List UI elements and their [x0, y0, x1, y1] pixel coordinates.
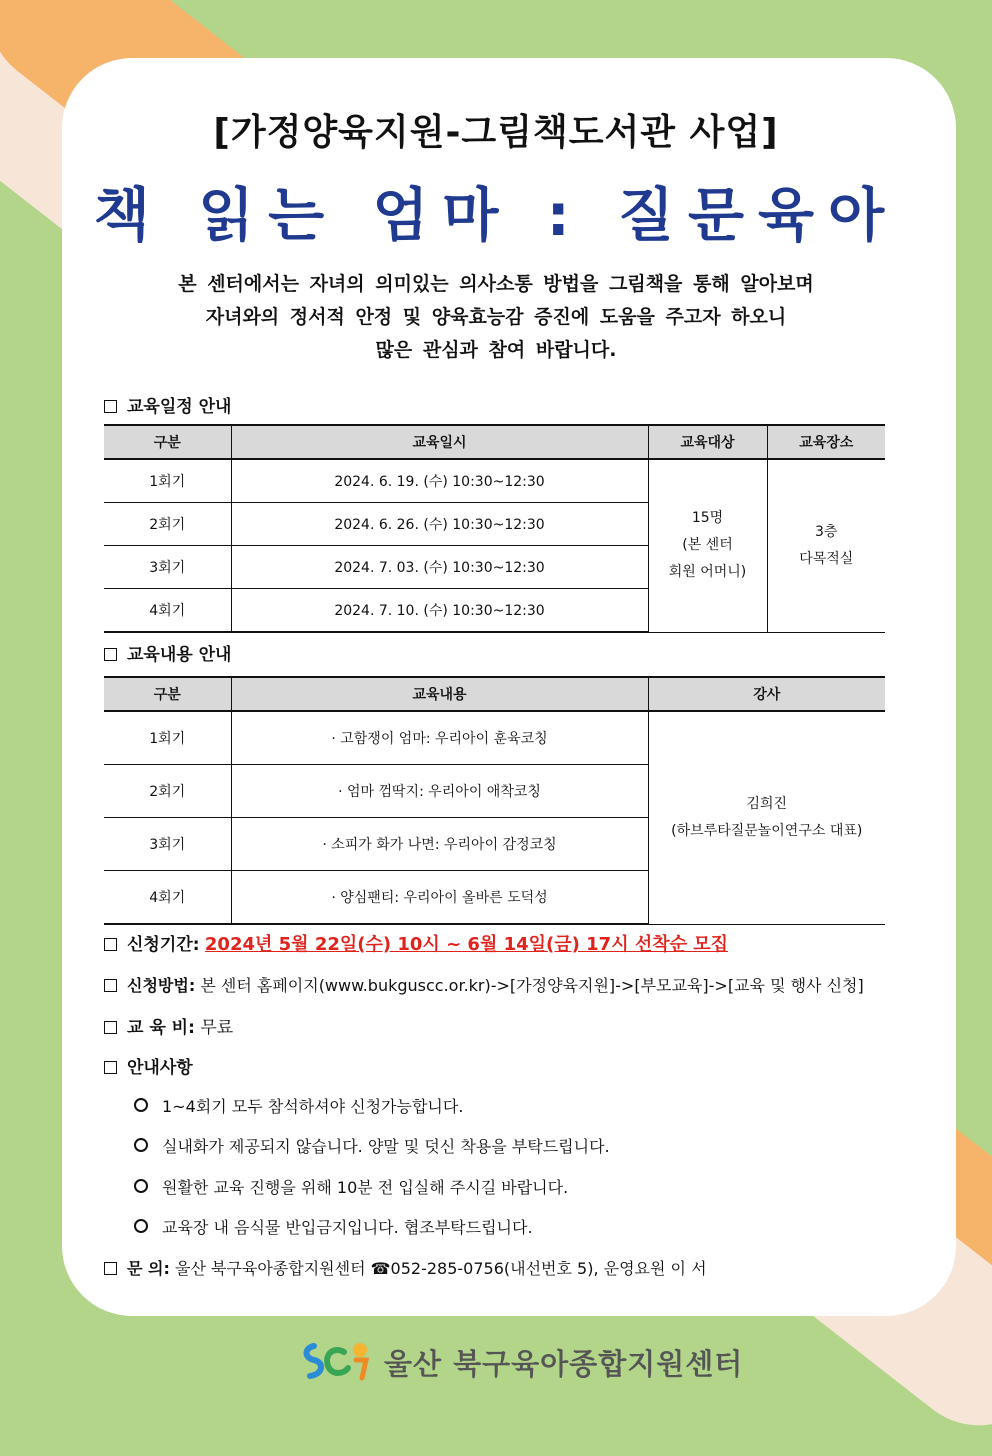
contact: 문 의: 울산 북구육아종합지원센터 ☎052-285-0756(내선번호 5), 운영요원 이 서: [104, 1256, 707, 1279]
session-cell: 2회기: [104, 503, 231, 546]
topic-cell: · 소피가 화가 나면: 우리아이 감정코칭: [231, 818, 648, 871]
table-row: [104, 459, 885, 503]
intro-line: 많은 관심과 참여 바랍니다.: [375, 339, 617, 361]
table-header-row: [104, 677, 885, 711]
column-header: 교육일시: [231, 425, 648, 459]
footer-logo: [300, 1338, 743, 1386]
datetime-cell: 2024. 6. 26. (수) 10:30~12:30: [231, 503, 648, 546]
session-cell: 3회기: [104, 818, 231, 871]
org-name: 울산 북구육아종합지원센터: [384, 1346, 744, 1381]
instructor-cell: 김희진 (하브루타질문놀이연구소 대표): [648, 711, 885, 924]
topic-cell: · 양심팬티: 우리아이 올바른 도덕성: [231, 871, 648, 925]
apply-period: 신청기간: 2024년 5월 22일(수) 10시 ~ 6월 14일(금) 17시 선착순 모집: [104, 930, 728, 956]
topic-cell: · 고함쟁이 엄마: 우리아이 훈육코칭: [231, 711, 648, 765]
notice-item: 원활한 교육 진행을 위해 10분 전 입실해 주시길 바랍니다.: [134, 1175, 568, 1198]
program-title: 책 읽는 엄마 : 질문육아: [93, 181, 899, 249]
notice-item: 실내화가 제공되지 않습니다. 양말 및 덧신 착용을 부탁드립니다.: [134, 1134, 610, 1157]
content-heading: 교육내용 안내: [104, 640, 231, 665]
checkbox-square-icon: [104, 1262, 117, 1275]
fee: 교 육 비: 무료: [104, 1013, 233, 1038]
session-cell: 4회기: [104, 871, 231, 925]
intro-line: 자녀와의 정서적 안정 및 양육효능감 증진에 도움을 주고자 하오니: [205, 306, 787, 328]
center-logo-icon: [300, 1338, 374, 1386]
apply-method: 신청방법: 본 센터 홈페이지(www.bukguscc.or.kr)->[가정양육지원]->[부모교육]->[교육 및 행사 신청]: [104, 973, 864, 996]
target-cell: 15명 (본 센터 회원 어머니): [648, 459, 767, 632]
notice-item: 교육장 내 음식물 반입금지입니다. 협조부탁드립니다.: [134, 1215, 533, 1238]
schedule-heading: 교육일정 안내: [104, 392, 231, 417]
column-header: 강사: [648, 677, 885, 711]
notice-item: 1~4회기 모두 참석하셔야 신청가능합니다.: [134, 1094, 463, 1117]
intro-line: 본 센터에서는 자녀의 의미있는 의사소통 방법을 그림책을 통해 알아보며: [178, 273, 814, 295]
session-cell: 1회기: [104, 711, 231, 765]
checkbox-square-icon: [104, 400, 117, 413]
session-cell: 2회기: [104, 765, 231, 818]
datetime-cell: 2024. 7. 03. (수) 10:30~12:30: [231, 546, 648, 589]
column-header: 교육내용: [231, 677, 648, 711]
circle-bullet-icon: [134, 1138, 148, 1152]
column-header: 구분: [104, 425, 231, 459]
notice-heading: 안내사항: [104, 1053, 193, 1078]
column-header: 교육장소: [767, 425, 885, 459]
checkbox-square-icon: [104, 1061, 117, 1074]
column-header: 교육대상: [648, 425, 767, 459]
checkbox-square-icon: [104, 938, 117, 951]
circle-bullet-icon: [134, 1179, 148, 1193]
checkbox-square-icon: [104, 648, 117, 661]
program-subtitle: [가정양육지원-그림책도서관 사업]: [213, 112, 779, 153]
circle-bullet-icon: [134, 1219, 148, 1233]
checkbox-square-icon: [104, 979, 117, 992]
session-cell: 3회기: [104, 546, 231, 589]
place-cell: 3층 다목적실: [767, 459, 885, 632]
table-header-row: [104, 425, 885, 459]
column-header: 구분: [104, 677, 231, 711]
schedule-table: [104, 424, 885, 633]
intro-text: [0, 268, 992, 367]
circle-bullet-icon: [134, 1098, 148, 1112]
datetime-cell: 2024. 6. 19. (수) 10:30~12:30: [231, 459, 648, 503]
table-row: [104, 711, 885, 765]
datetime-cell: 2024. 7. 10. (수) 10:30~12:30: [231, 589, 648, 633]
topic-cell: · 엄마 껌딱지: 우리아이 애착코칭: [231, 765, 648, 818]
session-cell: 1회기: [104, 459, 231, 503]
content-table: [104, 676, 885, 925]
checkbox-square-icon: [104, 1021, 117, 1034]
session-cell: 4회기: [104, 589, 231, 633]
